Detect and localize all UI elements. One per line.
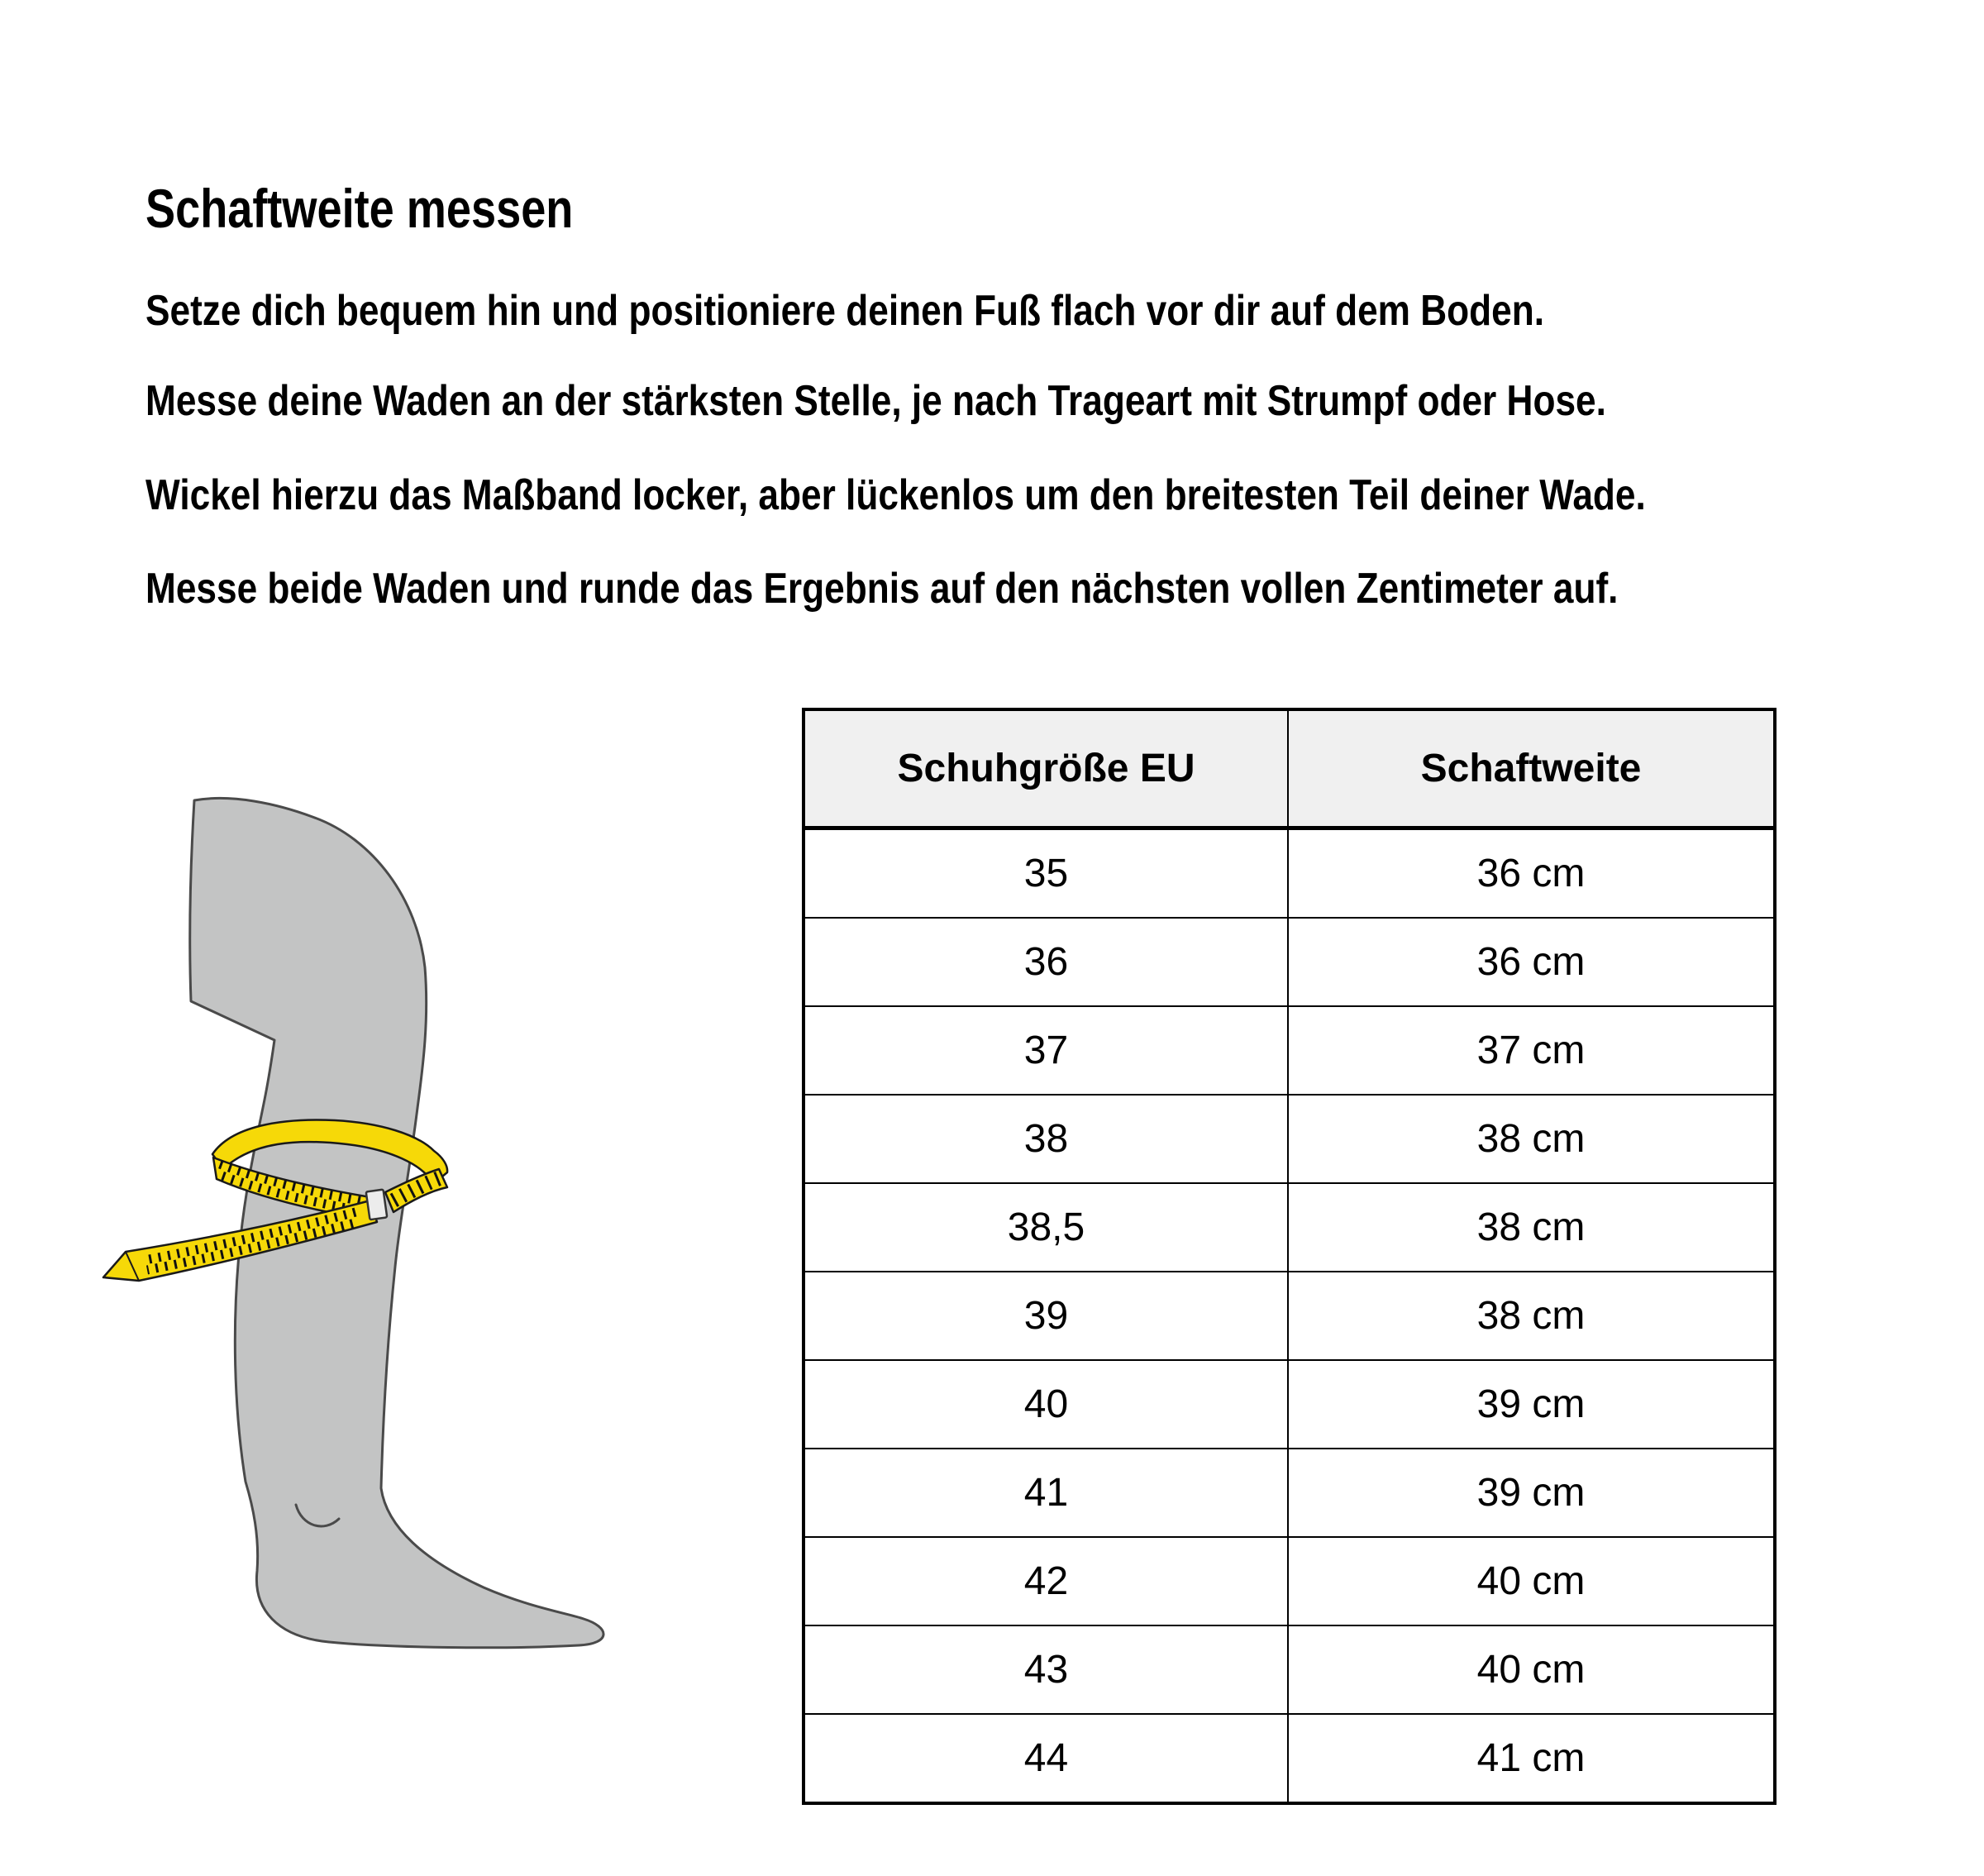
shaft-width-cell: 36 cm — [1288, 918, 1775, 1006]
shaft-width-cell: 38 cm — [1288, 1095, 1775, 1183]
shaft-width-cell: 40 cm — [1288, 1625, 1775, 1714]
table-row — [804, 1360, 1775, 1449]
shoe-size-cell: 42 — [804, 1537, 1288, 1625]
shoe-size-cell: 44 — [804, 1714, 1288, 1803]
shaft-width-cell: 41 cm — [1288, 1714, 1775, 1803]
shaft-width-cell: 37 cm — [1288, 1006, 1775, 1095]
column-header-shaft-width: Schaftweite — [1288, 709, 1775, 828]
table-row — [804, 1625, 1775, 1714]
instruction-step-3: Wickel hierzu das Maßband locker, aber lückenlos um den breitesten Teil deiner Wade. — [145, 471, 1646, 519]
table-row — [804, 1449, 1775, 1537]
table-row — [804, 1272, 1775, 1360]
size-table — [802, 708, 1777, 1805]
page-title: Schaftweite messen — [145, 178, 574, 240]
table-row — [804, 918, 1775, 1006]
instruction-step-4: Messe beide Waden und runde das Ergebnis auf den nächsten vollen Zentimeter auf. — [145, 565, 1619, 613]
shoe-size-cell: 37 — [804, 1006, 1288, 1095]
leg-measuring-illustration — [83, 769, 661, 1728]
shoe-size-cell: 38,5 — [804, 1183, 1288, 1272]
shaft-width-cell: 36 cm — [1288, 828, 1775, 919]
shaft-width-cell: 39 cm — [1288, 1449, 1775, 1537]
tape-buckle — [366, 1190, 388, 1220]
table-row — [804, 1537, 1775, 1625]
size-table-header-row — [804, 709, 1775, 828]
shoe-size-cell: 43 — [804, 1625, 1288, 1714]
shaft-width-cell: 40 cm — [1288, 1537, 1775, 1625]
column-header-shoe-size-eu: Schuhgröße EU — [804, 709, 1288, 828]
table-row — [804, 828, 1775, 919]
shaft-width-cell: 38 cm — [1288, 1183, 1775, 1272]
shaft-width-cell: 39 cm — [1288, 1360, 1775, 1449]
table-row — [804, 1714, 1775, 1803]
leg-shape — [190, 798, 603, 1647]
table-row — [804, 1006, 1775, 1095]
shoe-size-cell: 41 — [804, 1449, 1288, 1537]
table-row — [804, 1095, 1775, 1183]
table-row — [804, 1183, 1775, 1272]
instruction-step-2: Messe deine Waden an der stärksten Stelle, je nach Trageart mit Strumpf oder Hose. — [145, 377, 1606, 425]
instruction-step-1: Setze dich bequem hin und positioniere deinen Fuß flach vor dir auf dem Boden. — [145, 287, 1545, 335]
shoe-size-cell: 36 — [804, 918, 1288, 1006]
shoe-size-cell: 39 — [804, 1272, 1288, 1360]
shoe-size-cell: 38 — [804, 1095, 1288, 1183]
shaft-width-cell: 38 cm — [1288, 1272, 1775, 1360]
shoe-size-cell: 40 — [804, 1360, 1288, 1449]
shoe-size-cell: 35 — [804, 828, 1288, 919]
